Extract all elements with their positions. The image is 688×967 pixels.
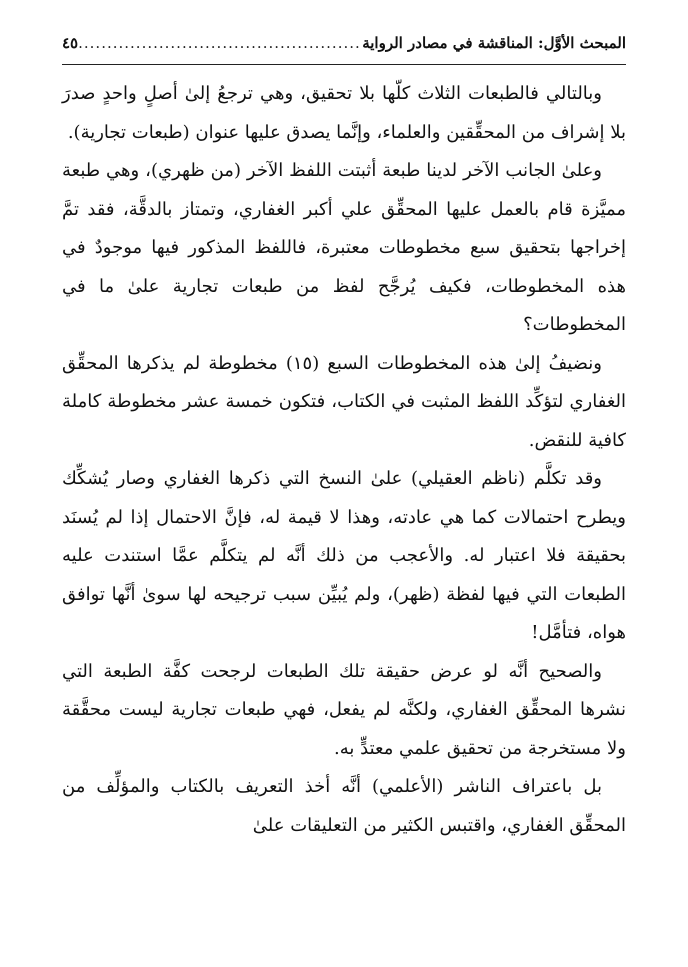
body-text [62, 75, 626, 845]
running-header [62, 34, 626, 65]
paragraph-1: وبالتالي فالطبعات الثلاث كلّها بلا تحقيق، وهي ترجعُ إلىٰ أصلٍ واحدٍ صدرَ بلا إشراف من المحقِّقين والعلماء، وإنَّما يصدق عليها عنوان (طبعات تجارية). [62, 83, 626, 143]
paragraph-3: ونضيفُ إلىٰ هذه المخطوطات السبع (١٥) مخطوطة لم يذكرها المحقِّق الغفاري لتؤكِّد اللفظ المثبت في الكتاب، فتكون خمسة عشر مخطوطة كاملة كافية للنقض. [62, 352, 626, 451]
paragraph-6: بل باعتراف الناشر (الأعلمي) أنَّه أخذ التعريف بالكتاب والمؤلِّف من المحقِّق الغفاري، واقتبس الكثير من التعليقات علىٰ [62, 776, 626, 836]
page-number: ٤٥ [62, 34, 79, 52]
header-dot-leader [78, 34, 362, 52]
paragraph-5: والصحيح أنَّه لو عرض حقيقة تلك الطبعات لرجحت كفَّة الطبعة التي نشرها المحقِّق الغفاري، ولكنَّه لم يفعل، فهي طبعات تجارية ليست محقَّقة ولا مستخرجة من تحقيق علمي معتدٍّ به. [62, 660, 626, 759]
paragraph-2: وعلىٰ الجانب الآخر لدينا طبعة أثبتت اللفظ الآخر (من ظهري)، وهي طبعة مميَّزة قام بالعمل عليها المحقِّق علي أكبر الغفاري، وتمتاز بالدقَّة، فقد تمَّ إخراجها بتحقيق سبع مخطوطات معتبرة، فاللفظ المذكور فيها موجودٌ في هذه المخطوطات، فكيف يُرجَّح لفظ من طبعات تجارية علىٰ ما في المخطوطات؟ [62, 160, 626, 335]
paragraph-4: وقد تكلَّم (ناظم العقيلي) علىٰ النسخ التي ذكرها الغفاري وصار يُشكِّك ويطرح احتمالات كما هي عادته، وهذا لا قيمة له، فإنَّ الاحتمال إذا لم يُسنَد بحقيقة فلا اعتبار له. والأعجب من ذلك أنَّه لم يتكلَّم عمَّا استندت عليه الطبعات التي فيها لفظة (ظهر)، ولم يُبيِّن سبب ترجيحه لها سوىٰ أنَّها توافق هواه، فتأمَّل! [62, 468, 626, 643]
header-title: المبحث الأوَّل: المناقشة في مصادر الرواية [362, 34, 626, 52]
